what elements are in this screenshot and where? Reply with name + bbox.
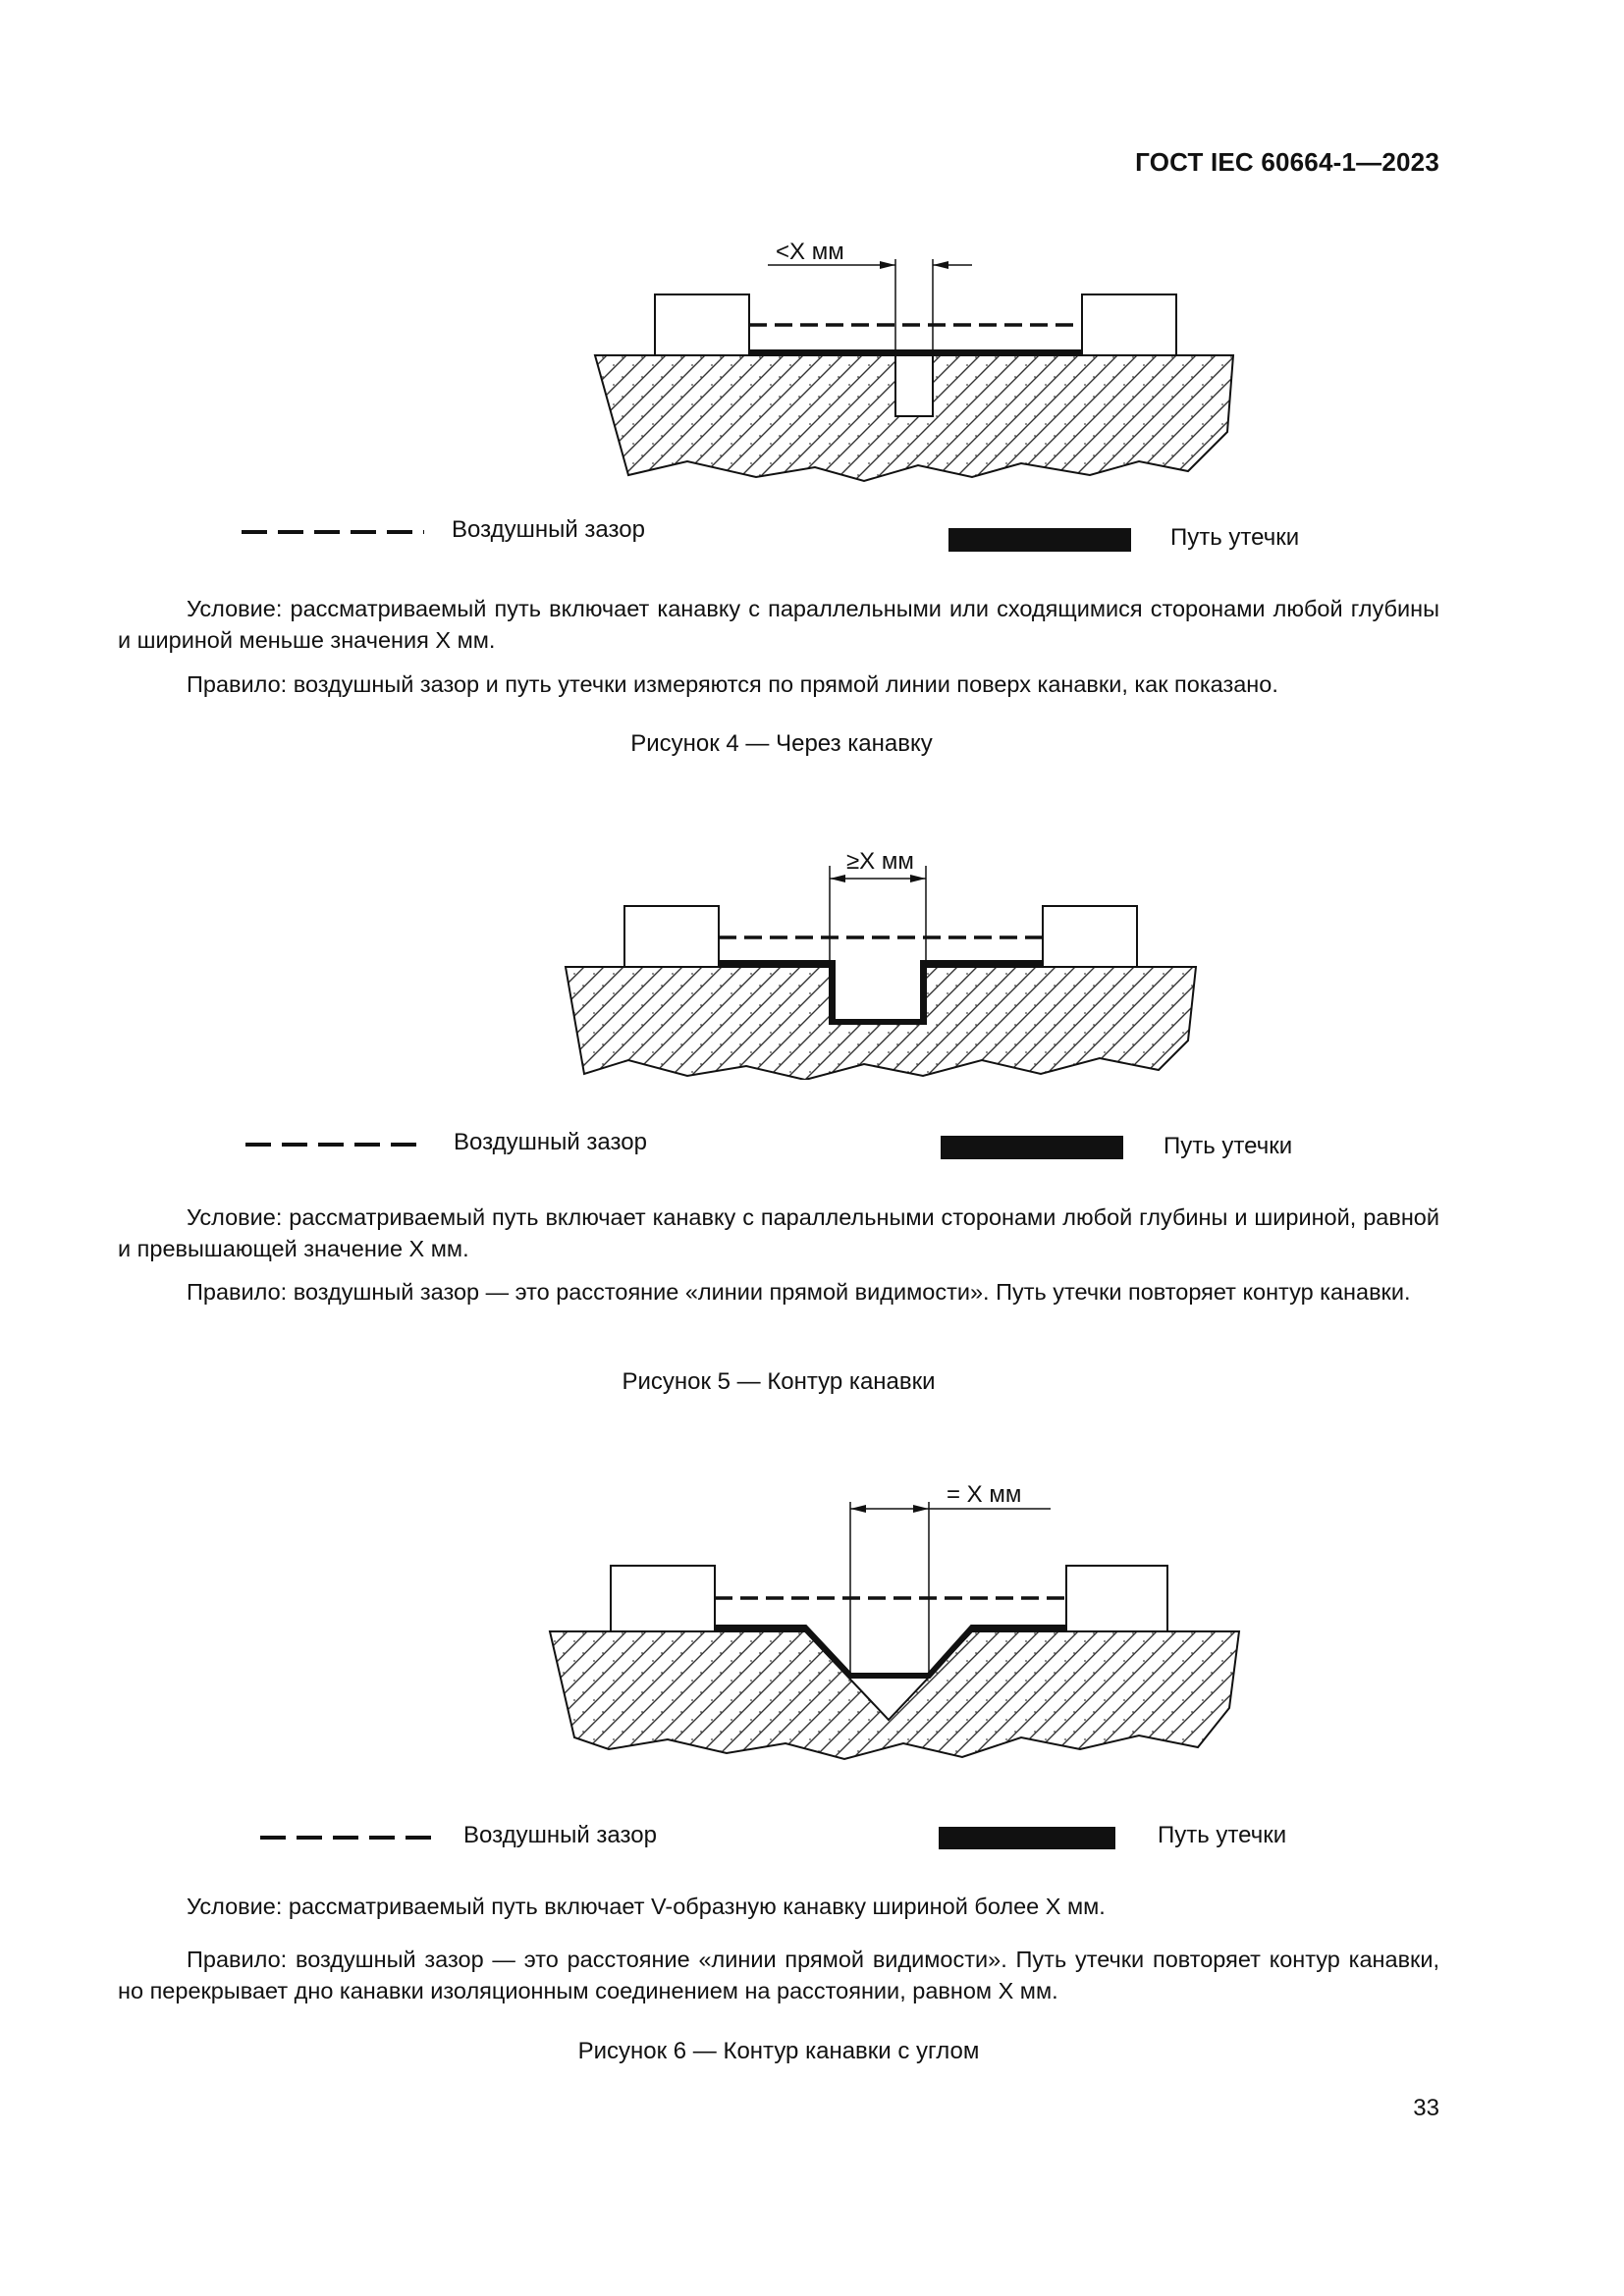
leakage-path-legend-label: Путь утечки	[1158, 1822, 1287, 1848]
air-gap-legend-label: Воздушный зазор	[463, 1822, 657, 1848]
figure-4-condition: Условие: рассматриваемый путь включает канавку с параллельными или сходящимися сторонами любой глубины и шириной меньше значения X мм.	[118, 596, 1439, 653]
leakage-path-legend-label: Путь утечки	[1164, 1133, 1293, 1159]
figure-4-caption: Рисунок 4 — Через канавку	[630, 730, 933, 757]
dimension-label: ≥X мм	[846, 848, 914, 875]
leakage-path-legend-symbol	[948, 528, 1131, 552]
figure-5-diagram	[0, 844, 1624, 1080]
air-gap-legend-symbol	[260, 1832, 433, 1843]
air-gap-legend-label: Воздушный зазор	[452, 516, 645, 543]
leakage-path-legend-symbol	[939, 1827, 1115, 1849]
leakage-path-legend-label: Путь утечки	[1170, 524, 1300, 551]
figure-4-diagram	[0, 236, 1624, 491]
page-number: 33	[1413, 2095, 1439, 2121]
left-pad	[624, 906, 719, 967]
right-pad	[1066, 1566, 1167, 1631]
figure-5-caption: Рисунок 5 — Контур канавки	[622, 1368, 936, 1395]
air-gap-legend-label: Воздушный зазор	[454, 1129, 647, 1155]
figure-6-condition: Условие: рассматриваемый путь включает V-образную канавку шириной более X мм.	[187, 1894, 1106, 1919]
air-gap-legend-symbol	[245, 1139, 424, 1150]
figure-5-rule: Правило: воздушный зазор — это расстояние «линии прямой видимости». Путь утечки повторяет контур канавки.	[187, 1279, 1411, 1305]
figure-6-diagram	[0, 1472, 1624, 1777]
left-pad	[655, 294, 749, 355]
left-pad	[611, 1566, 715, 1631]
leakage-path-legend-symbol	[941, 1136, 1123, 1159]
figure-6-caption: Рисунок 6 — Контур канавки с углом	[577, 2038, 980, 2064]
standard-header: ГОСТ IEC 60664-1—2023	[1135, 147, 1439, 177]
air-gap-legend-symbol	[242, 526, 424, 538]
dimension-label: = X мм	[947, 1481, 1022, 1508]
figure-6-rule: Правило: воздушный зазор — это расстояние «линии прямой видимости». Путь утечки повторяет контур канавки, но перекрывает дно канавки изоляционным соединением на расстоянии, равном X мм.	[118, 1947, 1439, 2003]
figure-5-condition: Условие: рассматриваемый путь включает канавку с параллельными сторонами любой глубины и шириной, равной и превышающей значение X мм.	[118, 1204, 1439, 1261]
substrate	[550, 1631, 1239, 1759]
right-pad	[1043, 906, 1137, 967]
figure-4-rule: Правило: воздушный зазор и путь утечки измеряются по прямой линии поверх канавки, как показано.	[187, 671, 1278, 697]
right-pad	[1082, 294, 1176, 355]
groove	[895, 355, 933, 416]
dimension-label: <X мм	[776, 239, 844, 265]
